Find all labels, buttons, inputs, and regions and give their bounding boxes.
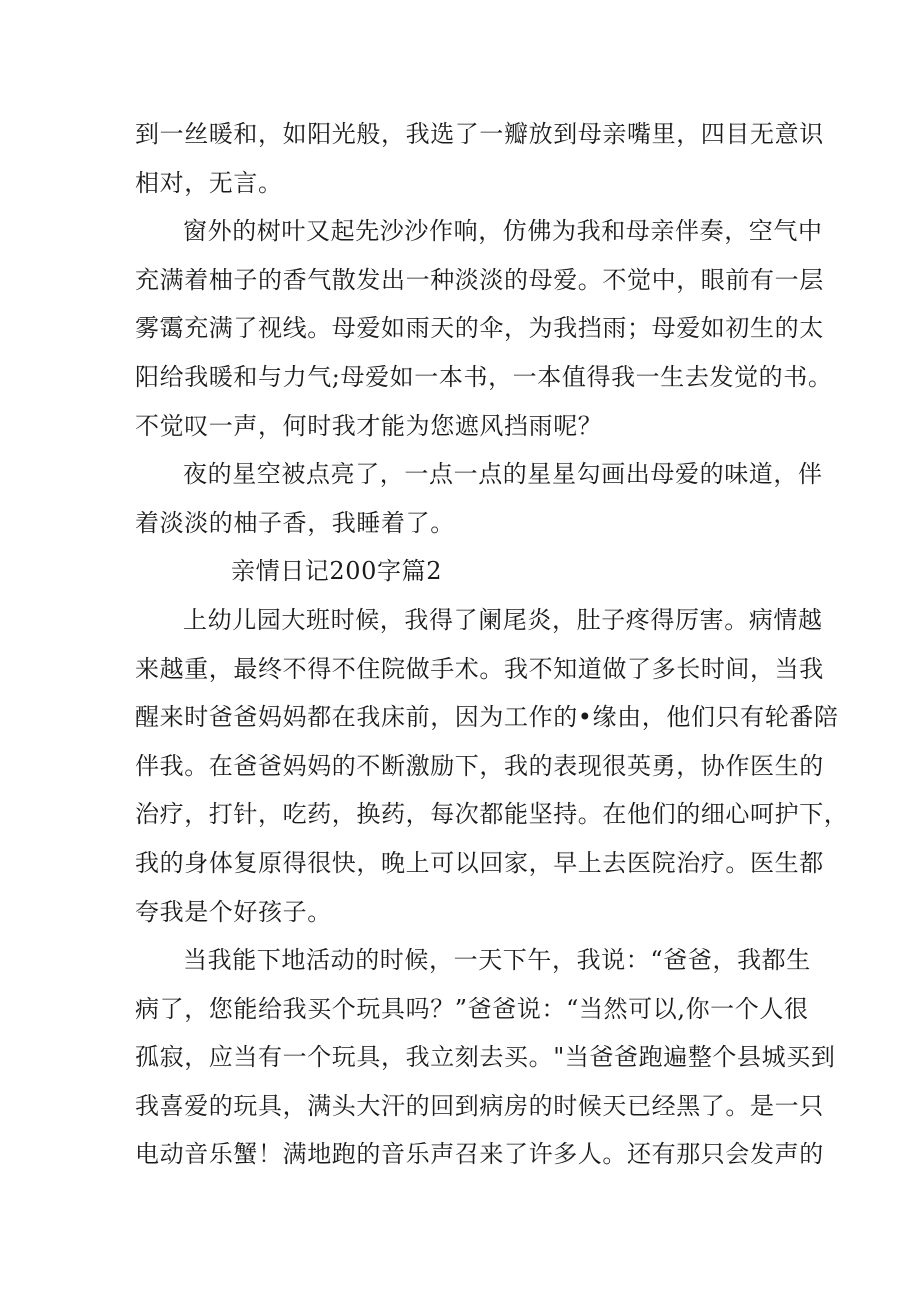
text-line: 充满着柚子的香气散发出一种淡淡的母爱。不觉中，眼前有一层 — [135, 265, 824, 294]
text-line: 着淡淡的柚子香，我睡着了。 — [135, 508, 455, 537]
text-line: 阳给我暖和与力气;母爱如一本书，一本值得我一生去发觉的书。 — [135, 362, 833, 391]
text-line: 夸我是个好孩子。 — [135, 897, 332, 926]
text-line: 到一丝暖和，如阳光般，我选了一瓣放到母亲嘴里，四目无意识 — [135, 120, 824, 148]
text-line: 不觉叹一声，何时我才能为您遮风挡雨呢？ — [135, 411, 603, 440]
text-line: 夜的星空被点亮了，一点一点的星星勾画出母爱的味道，伴 — [183, 460, 823, 489]
paragraph-3 — [135, 450, 823, 547]
text-line: 当我能下地活动的时候，一天下午，我说：“爸爸，我都生 — [183, 946, 811, 975]
paragraph-2 — [135, 207, 833, 450]
text-line: 电动音乐蟹！满地跑的音乐声召来了许多人。还有那只会发声的 — [135, 1140, 824, 1169]
section-heading — [135, 547, 805, 596]
text-line: 相对，无言。 — [135, 168, 283, 197]
text-line: 伴我。在爸爸妈妈的不断激励下，我的表现很英勇，协作医生的 — [135, 751, 824, 780]
text-line: 病了，您能给我买个玩具吗？”爸爸说：“当然可以,你一个人很 — [135, 994, 809, 1023]
text-line: 雾霭充满了视线。母爱如雨天的伞，为我挡雨；母爱如初生的太 — [135, 314, 824, 343]
paragraph-4 — [135, 596, 849, 936]
text-line: 窗外的树叶又起先沙沙作响，仿佛为我和母亲伴奏，空气中 — [183, 217, 823, 246]
text-line: 上幼儿园大班时候，我得了阑尾炎，肚子疼得厉害。病情越 — [183, 605, 823, 634]
paragraph-1 — [135, 110, 824, 207]
text-line: 我的身体复原得很快，晚上可以回家，早上去医院治疗。医生都 — [135, 848, 824, 877]
text-line: 我喜爱的玩具，满头大汗的回到病房的时候天已经黑了。是一只 — [135, 1091, 824, 1120]
document-body — [135, 110, 849, 1179]
text-line: 来越重，最终不得不住院做手术。我不知道做了多长时间，当我 — [135, 654, 824, 683]
text-line: 醒来时爸爸妈妈都在我床前，因为工作的•缘由，他们只有轮番陪 — [135, 703, 839, 732]
text-line: 孤寂，应当有一个玩具，我立刻去买。"当爸爸跑遍整个县城买到 — [135, 1043, 836, 1072]
heading-text: 亲情日记200字篇2 — [231, 557, 443, 586]
paragraph-5 — [135, 936, 836, 1179]
text-line: 治疗，打针，吃药，换药，每次都能坚持。在他们的细心呵护下， — [135, 800, 849, 829]
